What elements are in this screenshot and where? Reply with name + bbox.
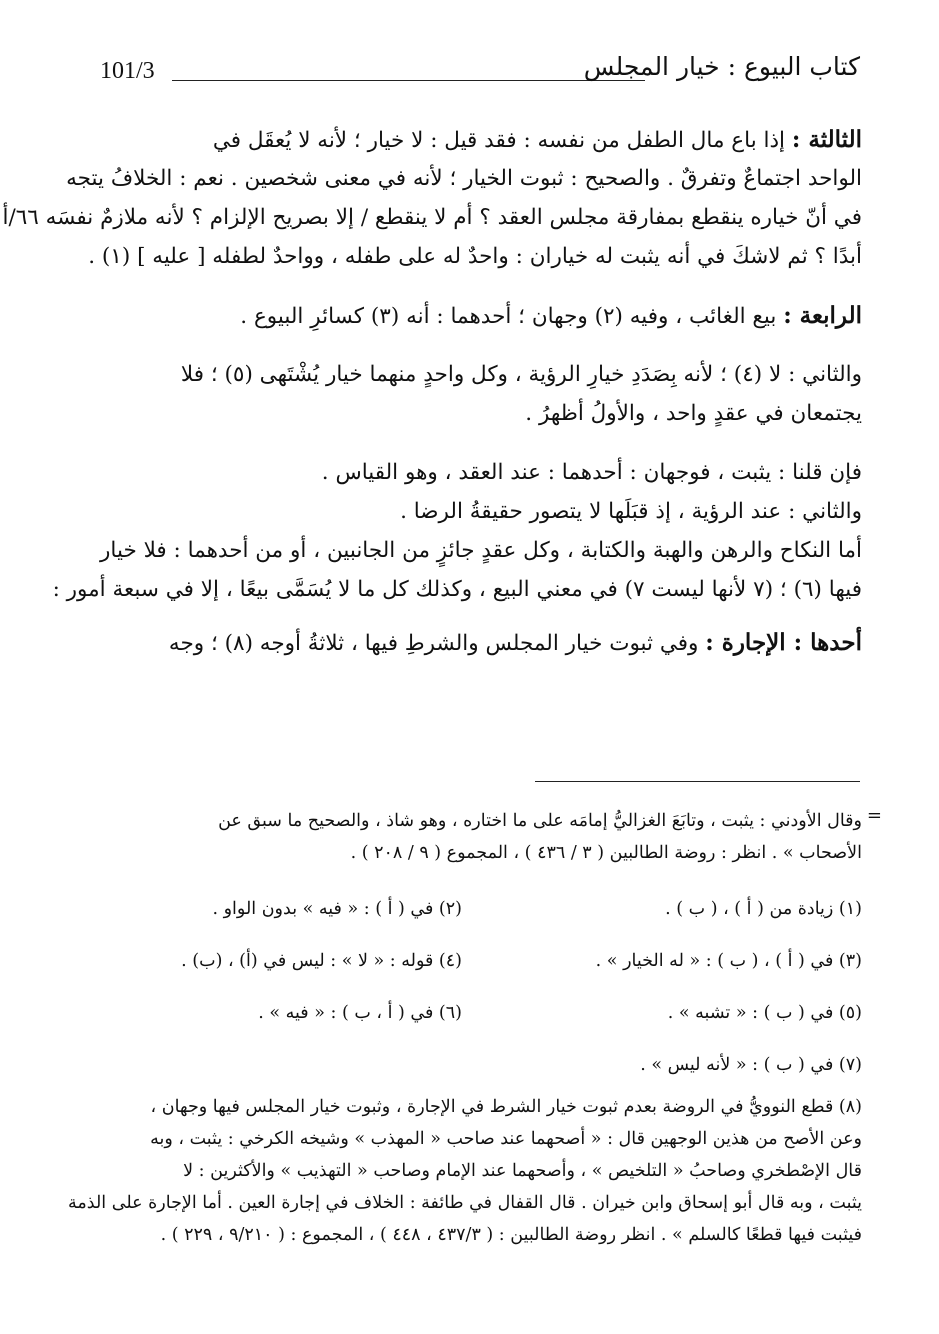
text-line: والثاني : عند الرؤية ، إذ قبَلَها لا يتصور حقيقةُ الرضا . [400, 499, 862, 524]
section-heading: الرابعة : [783, 302, 862, 329]
footnote-line: فيثبت فيها قطعًا كالسلم » . انظر روضة الطالبين : ( ٤٣٧/٣ ، ٤٤٨ ) ، المجموع : ( ٩/٢١٠ ، ٢٢٩ ) . [160, 1225, 862, 1245]
continuation-mark: = [866, 805, 882, 826]
footnote: (٣) في ( أ ) ، ( ب ) : « له الخيار » . [595, 951, 862, 971]
text-line: الواحد اجتماعٌ وتفرقٌ . والصحيح : ثبوت الخيار ؛ لأنه في معنى شخصين . نعم : الخلافُ يتجه [66, 166, 862, 191]
footnote-line: الأصحاب » . انظر : روضة الطالبين ( ٣ / ٤٣٦ ) ، المجموع ( ٩ / ٢٠٨ ) . [350, 843, 862, 863]
text-line: الثالثة : إذا باع مال الطفل من نفسه : فقد قيل : لا خيار ؛ لأنه لا يُعقَل في [212, 126, 862, 153]
running-title: كتاب البيوع : خيار المجلس [583, 52, 860, 81]
page-header [100, 52, 860, 92]
text-line: فيها (٦) ؛ (٧ لأنها ليست ٧) في معني البيع ، وكذلك كل ما لا يُسَمَّى بيعًا ، إلا في سبعة أمور : [52, 577, 862, 602]
footnote-line: قال الإصْطخري وصاحبُ « التلخيص » ، وأصحهما عند الإمام وصاحب « التهذيب » والأكثرين : لا [183, 1161, 862, 1181]
text-line: والثاني : لا (٤) ؛ لأنه بِصَدَدِ خيارِ الرؤية ، وكل واحدٍ منهما خيار يُشْتَهى (٥) ؛ فلا [180, 362, 862, 387]
page-number: 101/3 [100, 58, 155, 84]
footnote-line: يثبت ، وبه قال أبو إسحاق وابن خيران . قال القفال في طائفة : الخلاف في إجارة العين . أما الإجارة على الذمة [68, 1193, 862, 1213]
section-heading: الثالثة : [791, 126, 862, 153]
text-line: في أنّ خياره ينقطع بمفارقة مجلس العقد ؟ أم لا ينقطع / إلا بصريح الإلزام ؟ لأنه ملازمٌ نفسَه ٦٦/أ [2, 205, 862, 230]
footnote-row [100, 935, 862, 987]
text-line: يجتمعان في عقدٍ واحد ، والأولُ أظهرُ . [525, 401, 862, 426]
footnote-row [100, 883, 862, 935]
footnote-line: وقال الأودني : يثبت ، وتابَعَ الغزاليُّ إمامَه على ما اختاره ، وهو شاذ ، والصحيح ما سبق عن [218, 811, 862, 831]
footnote-line: وعن الأصح من هذين الوجهين قال : « أصحهما عند صاحب « المهذب » وشيخه الكرخي : يثبت ، وبه [150, 1129, 862, 1149]
footnote: (٤) قوله : « لا » : ليس في (أ) ، (ب) . [181, 951, 462, 971]
footnotes [68, 805, 882, 1251]
footnote: (٧) في ( ب ) : « لأنه ليس » . [640, 1055, 862, 1075]
text-line: الرابعة : بيع الغائب ، وفيه (٢) وجهان ؛ أحدهما : أنه (٣) كسائرِ البيوع . [240, 302, 862, 329]
footnote: (٢) في ( أ ) : « فيه » بدون الواو . [212, 899, 462, 919]
header-rule [172, 80, 645, 81]
footnote-line: (٨) قطع النوويُّ في الروضة بعدم ثبوت خيار الشرط في الإجارة ، وثبوت خيار المجلس فيها وجهان ، [150, 1097, 862, 1117]
footnote-separator [535, 781, 860, 782]
text-line: أما النكاح والرهن والهبة والكتابة ، وكل عقدٍ جائزٍ من الجانبين ، أو من أحدهما : فلا خيار [100, 538, 862, 563]
footnote: (٦) في ( أ ، ب ) : « فيه » . [258, 1003, 462, 1023]
text-line: فإن قلنا : يثبت ، فوجهان : أحدهما : عند العقد ، وهو القياس . [321, 460, 862, 485]
section-heading: أحدها : الإجارة : [705, 629, 862, 656]
text-line: أبدًا ؟ ثم لاشكَ في أنه يثبت له خياران : واحدٌ له على طفله ، وواحدٌ لطفله [ عليه ] (١) . [88, 244, 862, 269]
main-text [2, 120, 862, 662]
text-line: أحدها : الإجارة : وفي ثبوت خيار المجلس والشرطِ فيها ، ثلاثةُ أوجه (٨) ؛ وجه [168, 629, 862, 656]
footnote-row [100, 987, 862, 1039]
footnote: (١) زيادة من ( أ ) ، ( ب ) . [665, 899, 862, 919]
footnote: (٥) في ( ب ) : « تشبه » . [667, 1003, 862, 1023]
